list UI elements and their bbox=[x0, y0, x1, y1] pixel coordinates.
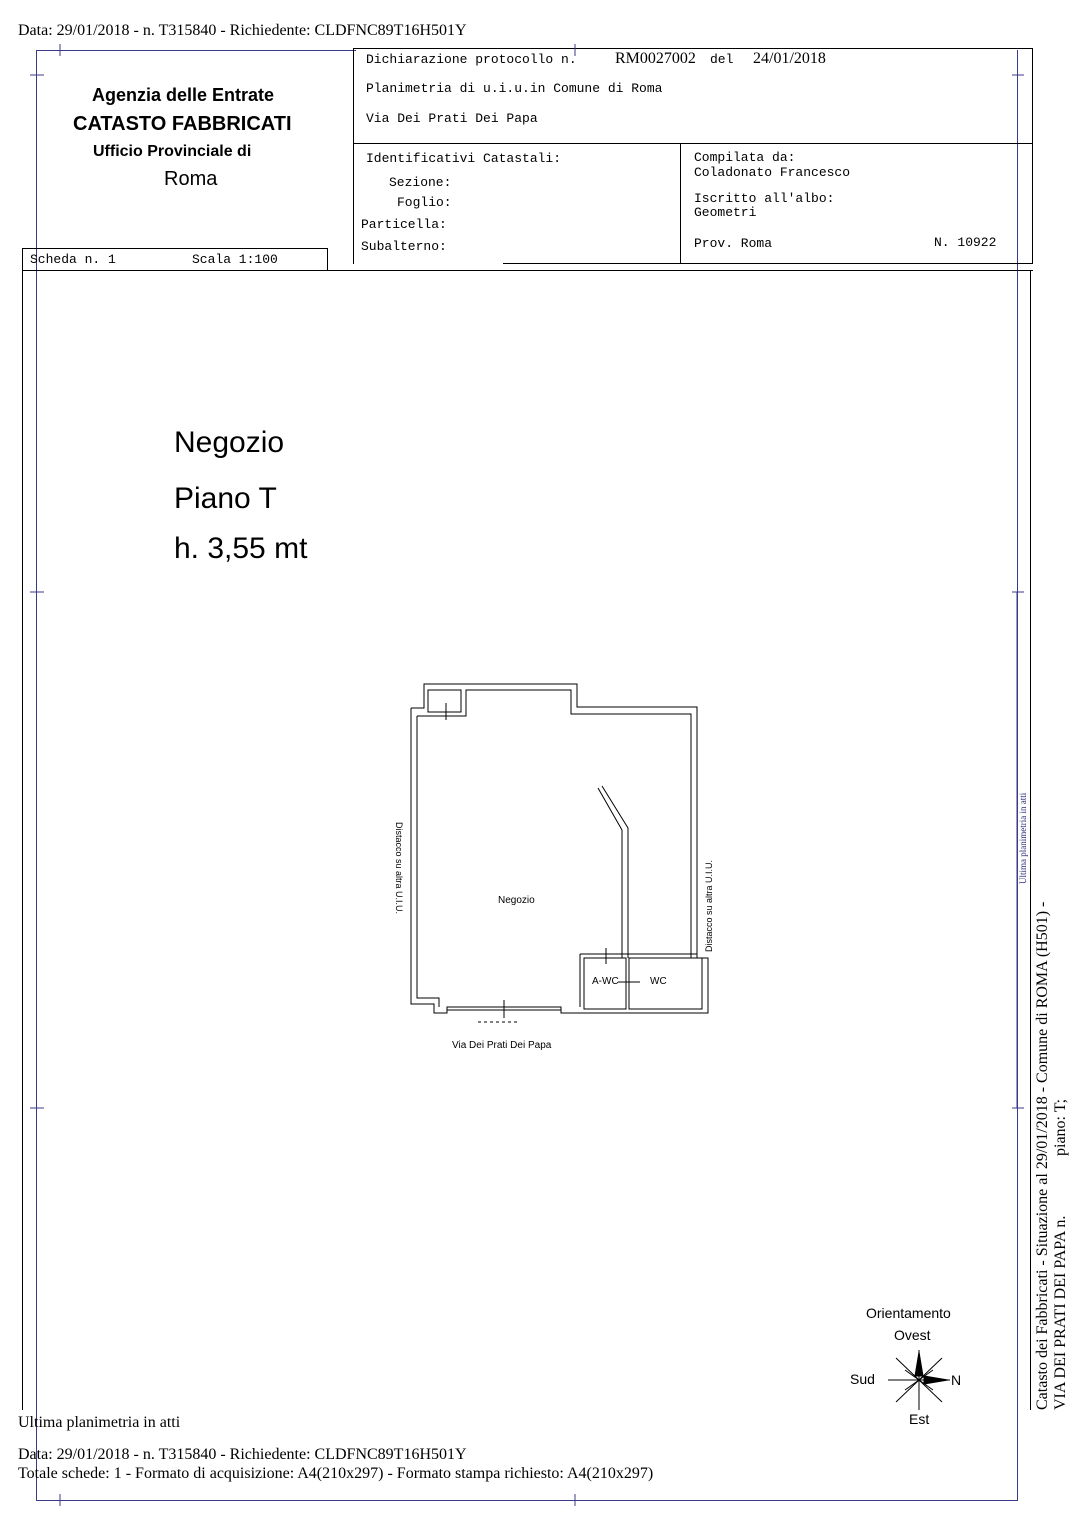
inner-wall bbox=[417, 690, 691, 958]
angled-partition bbox=[598, 788, 622, 958]
prov-label: Prov. Roma bbox=[694, 236, 773, 251]
albo-number: N. 10922 bbox=[934, 235, 997, 250]
side-stamp: Ultima planimetria in atti bbox=[1018, 792, 1028, 884]
footer-request-line: Data: 29/01/2018 - n. T315840 - Richiedente: CLDFNC89T16H501Y bbox=[18, 1446, 467, 1463]
office-ufficio: Ufficio Provinciale di bbox=[93, 143, 252, 160]
compilata-label: Compilata da: bbox=[694, 150, 796, 165]
orientation-title: Orientamento bbox=[866, 1305, 951, 1321]
albo-value: Geometri bbox=[694, 205, 757, 220]
particella-label: Particella: bbox=[361, 217, 447, 232]
footer-format-line: Totale schede: 1 - Formato di acquisizione: A4(210x297) - Formato stampa richiesto: A4(210x297) bbox=[18, 1465, 654, 1482]
unit-type: Negozio bbox=[174, 426, 285, 459]
side-piano-line: piano: T; bbox=[1052, 1098, 1069, 1156]
orientation-left: Sud bbox=[850, 1371, 875, 1387]
header-request-line: Data: 29/01/2018 - n. T315840 - Richiedente: CLDFNC89T16H501Y bbox=[18, 22, 467, 39]
orientation-top: Ovest bbox=[894, 1327, 931, 1343]
distacco-right-label: Distacco su altra U.I.U. bbox=[704, 859, 714, 952]
room-label-wc: WC bbox=[650, 976, 667, 987]
unit-floor: Piano T bbox=[174, 482, 277, 515]
sezione-label: Sezione: bbox=[389, 175, 452, 190]
office-name: Agenzia delle Entrate bbox=[92, 85, 275, 105]
distacco-left-label: Distacco su altra U.I.U. bbox=[394, 822, 404, 915]
foglio-label: Foglio: bbox=[397, 195, 452, 210]
orientation-right: N bbox=[951, 1372, 962, 1388]
identificativi-title: Identificativi Catastali: bbox=[366, 151, 562, 166]
protocol-date: 24/01/2018 bbox=[753, 50, 826, 67]
protocol-number: RM0027002 bbox=[615, 50, 696, 67]
albo-label: Iscritto all'albo: bbox=[694, 191, 835, 206]
footer-ultima: Ultima planimetria in atti bbox=[18, 1414, 181, 1431]
scheda-scale: Scala 1:100 bbox=[192, 252, 278, 267]
planimetria-line: Planimetria di u.i.u.in Comune di Roma bbox=[366, 81, 663, 96]
storage-box bbox=[428, 690, 461, 712]
side-situazione-line: Catasto dei Fabbricati - Situazione al 29/01/2018 - Comune di ROMA (H501) - bbox=[1034, 901, 1051, 1410]
unit-height: h. 3,55 mt bbox=[174, 532, 308, 565]
side-address-line: VIA DEI PRATI DEI PAPA n. bbox=[1052, 1215, 1069, 1410]
compass-rose bbox=[888, 1350, 950, 1410]
protocol-del: del bbox=[710, 52, 734, 67]
room-label-awc: A-WC bbox=[592, 976, 619, 987]
compilata-name: Coladonato Francesco bbox=[694, 165, 851, 180]
office-city: Roma bbox=[164, 168, 218, 190]
office-catasto: CATASTO FABBRICATI bbox=[73, 113, 292, 135]
address-line: Via Dei Prati Dei Papa bbox=[366, 111, 538, 126]
scheda-label: Scheda n. 1 bbox=[30, 252, 116, 267]
outer-wall bbox=[411, 684, 708, 1013]
subalterno-label: Subalterno: bbox=[361, 239, 447, 254]
protocol-label: Dichiarazione protocollo n. bbox=[366, 52, 577, 67]
orientation-bottom: Est bbox=[909, 1411, 930, 1427]
street-label: Via Dei Prati Dei Papa bbox=[452, 1040, 552, 1051]
room-label-negozio: Negozio bbox=[498, 895, 535, 906]
